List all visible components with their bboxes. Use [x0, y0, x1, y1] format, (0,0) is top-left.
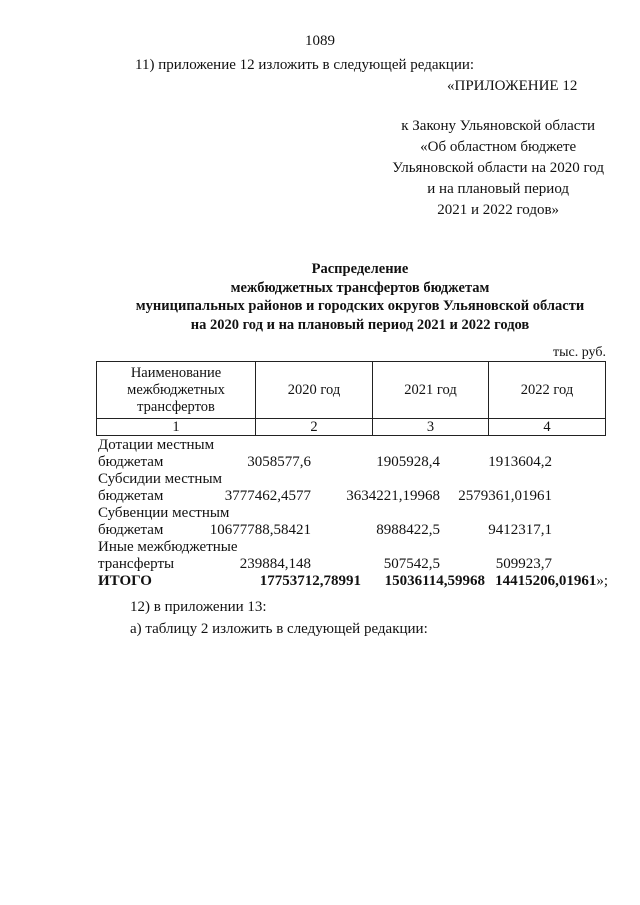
law-reference-line: Ульяновской области на 2020 год — [392, 160, 604, 176]
value-2021: 507542,5 — [383, 556, 440, 572]
column-number: 1 — [97, 419, 256, 436]
total-2020: 17753712,78991 — [259, 573, 361, 589]
law-reference-line: к Закону Ульяновской области — [401, 118, 596, 134]
law-reference-line: и на плановый период — [427, 181, 570, 197]
value-2021: 3634221,19968 — [346, 488, 440, 504]
paragraph-12: 12) в приложении 13: — [130, 599, 267, 615]
heading-line: на 2020 год и на плановый период 2021 и 2022 годов — [190, 316, 530, 333]
row-name: Субвенции местным бюджетам — [98, 505, 230, 538]
heading-line: муниципальных районов и городских округов Ульяновской области — [135, 298, 585, 314]
unit-label: тыс. руб. — [553, 345, 606, 360]
transfers-table-header — [96, 361, 606, 436]
row-name: Субсидии местным бюджетам — [98, 471, 223, 504]
law-reference — [392, 116, 604, 221]
value-2020: 10677788,58421 — [209, 522, 311, 538]
total-row — [98, 573, 618, 591]
total-2021: 15036114,59968 — [384, 573, 485, 589]
heading-line: межбюджетных трансфертов бюджетам — [230, 279, 490, 296]
law-reference-line: «Об областном бюджете — [420, 139, 577, 155]
intro-paragraph: 11) приложение 12 изложить в следующей редакции: — [135, 57, 475, 73]
header-2022: 2022 год — [489, 362, 606, 419]
value-2020: 3777462,4577 — [224, 488, 311, 504]
value-2022: 509923,7 — [495, 556, 552, 572]
value-2021: 1905928,4 — [376, 454, 440, 470]
total-2022-cell — [495, 573, 608, 590]
value-2020: 239884,148 — [239, 556, 311, 572]
total-2022: 14415206,01961 — [495, 573, 597, 589]
table-row — [98, 471, 608, 505]
header-2020: 2020 год — [256, 362, 373, 419]
heading-line: Распределение — [311, 261, 409, 277]
total-label: ИТОГО — [98, 573, 152, 589]
table-header-row — [97, 362, 606, 419]
table-row — [98, 539, 608, 573]
page-number: 1089 — [305, 33, 335, 49]
value-2020: 3058577,6 — [247, 454, 311, 470]
value-2022: 9412317,1 — [488, 522, 552, 538]
paragraph-12a: а) таблицу 2 изложить в следующей редакции: — [130, 621, 428, 637]
column-number-row — [97, 419, 606, 436]
value-2021: 8988422,5 — [376, 522, 440, 538]
closing-quote: »; — [596, 573, 608, 589]
appendix-title: «ПРИЛОЖЕНИЕ 12 — [447, 78, 578, 94]
law-reference-line: 2021 и 2022 годов» — [437, 202, 560, 218]
table-row — [98, 437, 608, 471]
row-name: Дотации местным бюджетам — [98, 437, 215, 470]
value-2022: 2579361,01961 — [458, 488, 552, 504]
table-row — [98, 505, 608, 539]
value-2022: 1913604,2 — [488, 454, 552, 470]
row-name: Иные межбюджетные трансферты — [98, 539, 238, 572]
header-2021: 2021 год — [373, 362, 489, 419]
column-number: 3 — [373, 419, 489, 436]
document-heading — [0, 260, 640, 334]
header-name: Наименование межбюджетных трансфертов — [97, 362, 256, 419]
column-number: 4 — [489, 419, 606, 436]
column-number: 2 — [256, 419, 373, 436]
